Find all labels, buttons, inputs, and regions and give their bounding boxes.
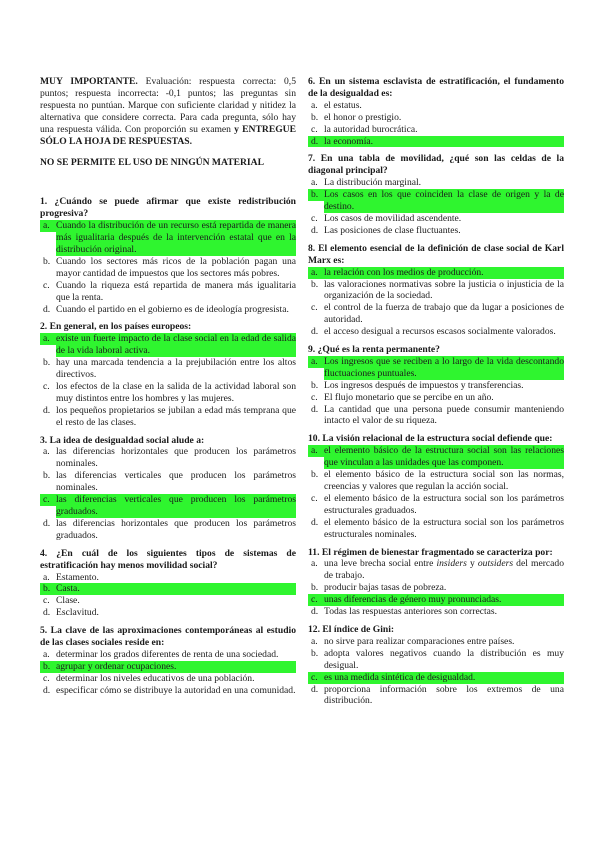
- option-text: agrupar y ordenar ocupaciones.: [56, 661, 296, 673]
- option-text: La distribución marginal.: [324, 177, 422, 189]
- answer-option[interactable]: [308, 225, 564, 237]
- option-letter: c.: [43, 672, 50, 684]
- option-letter: c.: [308, 594, 324, 606]
- option-text: La cantidad que una persona puede consumir manteniendo intacto el valor de su riqueza.: [324, 403, 564, 427]
- answer-option[interactable]: [308, 648, 564, 672]
- option-letter: b.: [311, 278, 319, 290]
- option-text: Cuando el partido en el gobierno es de ideología progresista.: [56, 303, 289, 315]
- option-text: determinar los grados diferentes de renta de una sociedad.: [56, 648, 279, 660]
- option-text: Todas las respuestas anteriores son correctas.: [324, 606, 498, 618]
- option-text: la relación con los medios de producción.: [324, 267, 564, 279]
- option-letter: a.: [311, 635, 318, 647]
- option-letter: b.: [308, 189, 324, 201]
- answer-option[interactable]: [308, 124, 564, 136]
- option-text: Los ingresos que se reciben a lo largo de la vida descontando fluctuaciones puntuales.: [324, 355, 564, 379]
- option-letter: b.: [40, 583, 56, 595]
- option-letter: b.: [43, 470, 51, 482]
- answer-option-selected[interactable]: [308, 445, 564, 469]
- option-letter: d.: [311, 326, 319, 338]
- option-letter: d.: [43, 404, 51, 416]
- option-letter: c.: [43, 595, 50, 607]
- option-text: Los ingresos después de impuestos y transferencias.: [324, 379, 524, 391]
- answer-option-selected[interactable]: [40, 583, 296, 595]
- option-text: especificar cómo se distribuye la autoridad en una comunidad.: [56, 684, 296, 696]
- question-title: 4. ¿En cuál de los siguientes tipos de sistemas de estratificación hay menos movilidad social?: [40, 547, 296, 571]
- option-letter: d.: [311, 683, 319, 695]
- option-text: el elemento básico de la estructura social son las normas, creencias y valores que regulan la acción social.: [324, 469, 564, 492]
- option-text: existe un fuerte impacto de la clase social en la edad de salida de la vida laboral activa.: [56, 333, 296, 357]
- question-title: 3. La idea de desigualdad social alude a:: [40, 434, 205, 446]
- answer-option[interactable]: [308, 684, 564, 708]
- option-letter: b.: [311, 469, 319, 481]
- option-letter: a.: [40, 333, 56, 345]
- option-letter: d.: [311, 403, 319, 415]
- option-letter: b.: [40, 661, 56, 673]
- option-text: la economía.: [324, 136, 564, 148]
- option-text: el acceso desigual a recursos escasos socialmente valorados.: [324, 326, 556, 338]
- question: [40, 196, 296, 315]
- question-title: 10. La visión relacional de la estructura social defiende que:: [308, 433, 553, 445]
- answer-option[interactable]: [40, 304, 296, 316]
- answer-option-selected[interactable]: [40, 333, 296, 357]
- question-title: 1. ¿Cuándo se puede afirmar que existe redistribución progresiva?: [40, 196, 296, 220]
- option-text: Los casos en los que coinciden la clase de origen y la de destino.: [324, 189, 564, 213]
- option-text: El flujo monetario que se percibe en un año.: [324, 391, 494, 403]
- option-text: adopta valores negativos cuando la distribución es muy desigual.: [324, 647, 564, 671]
- option-text: Estamento.: [56, 571, 99, 583]
- answer-option[interactable]: [40, 256, 296, 280]
- question: [308, 547, 564, 618]
- option-letter: a.: [43, 446, 50, 458]
- question-title: 12. El índice de Gini:: [308, 623, 395, 635]
- answer-option-selected[interactable]: [308, 267, 564, 279]
- question-title: 2. En general, en los países europeos:: [40, 321, 192, 333]
- answer-option[interactable]: [40, 607, 296, 619]
- option-letter: a.: [308, 267, 324, 279]
- option-letter: d.: [311, 224, 319, 236]
- answer-option[interactable]: [308, 213, 564, 225]
- question-title: 8. El elemento esencial de la definición de clase social de Karl Marx es:: [308, 242, 564, 266]
- question-title: 7. En una tabla de movilidad, ¿qué son las celdas de la diagonal principal?: [308, 153, 564, 177]
- option-text: las diferencias horizontales que producen los parámetros nominales.: [56, 446, 296, 470]
- answer-option[interactable]: [40, 381, 296, 405]
- left-column: [40, 76, 296, 703]
- option-letter: a.: [308, 445, 324, 457]
- option-letter: c.: [43, 279, 50, 291]
- option-letter: c.: [40, 494, 56, 506]
- option-text: las diferencias verticales que producen los parámetros nominales.: [56, 470, 296, 494]
- question: [308, 153, 564, 236]
- option-text: Esclavitud.: [56, 607, 99, 619]
- instructions-bold-start: MUY IMPORTANTE.: [40, 76, 138, 87]
- no-material-warning: NO SE PERMITE EL USO DE NINGÚN MATERIAL: [40, 157, 264, 169]
- option-letter: a.: [43, 648, 50, 660]
- answer-option[interactable]: [308, 517, 564, 541]
- answer-option[interactable]: [308, 302, 564, 326]
- option-text: una leve brecha social entre insiders y outsiders del mercado de trabajo.: [324, 558, 565, 582]
- answer-option-selected[interactable]: [308, 136, 564, 148]
- option-text: el control de la fuerza de trabajo que da lugar a posiciones de autoridad.: [324, 302, 564, 326]
- left-question-list: [40, 196, 296, 696]
- option-letter: b.: [311, 111, 319, 123]
- answer-option-selected[interactable]: [40, 220, 296, 256]
- option-text: el elemento básico de la estructura social son los parámetros estructurales graduados.: [324, 492, 564, 516]
- option-text: Los casos de movilidad ascendente.: [324, 212, 462, 224]
- question-title: 11. El régimen de bienestar fragmentado se caracteriza por:: [308, 546, 553, 558]
- option-letter: c.: [43, 380, 50, 392]
- answer-option[interactable]: [308, 392, 564, 404]
- answer-option[interactable]: [40, 649, 296, 661]
- question: [308, 433, 564, 540]
- instructions: [40, 76, 296, 147]
- option-letter: d.: [308, 136, 324, 148]
- option-letter: c.: [311, 492, 318, 504]
- option-text: la autoridad burocrática.: [324, 123, 418, 135]
- option-text: Cuando la distribución de un recurso está repartida de manera más igualitaria después de la intervención estatal que en la distribución original.: [56, 220, 296, 255]
- option-text: el elemento básico de la estructura social son las relaciones que vinculan a las unidades que las componen.: [324, 445, 564, 469]
- answer-option[interactable]: [40, 280, 296, 304]
- option-letter: d.: [43, 684, 51, 696]
- option-letter: d.: [43, 607, 51, 619]
- answer-option[interactable]: [308, 606, 564, 618]
- answer-option[interactable]: [40, 518, 296, 542]
- option-letter: b.: [311, 647, 319, 659]
- option-letter: a.: [308, 356, 324, 368]
- answer-option-selected[interactable]: [40, 661, 296, 673]
- question: [308, 76, 564, 147]
- option-text: el elemento básico de la estructura social son los parámetros estructurales nominales.: [324, 516, 564, 540]
- option-text: es una medida sintética de desigualdad.: [324, 672, 564, 684]
- option-text: las diferencias horizontales que producen los parámetros graduados.: [56, 517, 296, 541]
- option-letter: b.: [311, 582, 319, 594]
- question: [308, 344, 564, 427]
- answer-option[interactable]: [40, 470, 296, 494]
- question: [308, 624, 564, 707]
- option-letter: a.: [43, 571, 50, 583]
- question: [40, 321, 296, 428]
- answer-option[interactable]: [308, 558, 564, 582]
- answer-option-selected[interactable]: [40, 494, 296, 518]
- option-letter: c.: [311, 212, 318, 224]
- option-letter: a.: [40, 220, 56, 232]
- question-title: 6. En un sistema esclavista de estratificación, el fundamento de la desigualdad es:: [308, 76, 564, 99]
- question: [40, 625, 296, 696]
- option-letter: c.: [311, 302, 318, 314]
- answer-option-selected[interactable]: [308, 356, 564, 380]
- option-letter: a.: [311, 99, 318, 111]
- question: [40, 435, 296, 542]
- option-letter: d.: [43, 303, 51, 315]
- answer-option[interactable]: [308, 100, 564, 112]
- option-text: Casta.: [56, 583, 296, 595]
- answer-option-selected[interactable]: [308, 594, 564, 606]
- option-text: proporciona información sobre los extremos de una distribución.: [324, 683, 564, 707]
- answer-option[interactable]: [40, 685, 296, 697]
- instructions-bold-end: y ENTREGUE SÓLO LA HOJA DE RESPUESTAS.: [40, 123, 297, 147]
- answer-option[interactable]: [40, 405, 296, 429]
- question: [40, 548, 296, 619]
- instructions-body: Evaluación: respuesta correcta: 0,5 puntos; respuesta incorrecta: -0,1 puntos; las preguntas sin respuesta no puntúan. Marque con suficiente claridad y nitidez la alternativa que considere correcta. Para cada pregunta, sólo hay una respuesta válida. Con proporción su examen: [40, 76, 296, 135]
- answer-option[interactable]: [40, 673, 296, 685]
- answer-option-selected[interactable]: [308, 672, 564, 684]
- option-letter: a.: [311, 177, 318, 189]
- option-letter: d.: [311, 516, 319, 528]
- option-text: Las posiciones de clase fluctuantes.: [324, 224, 461, 236]
- question-title: 5. La clave de las aproximaciones contemporáneas al estudio de las clases sociales reside en:: [40, 625, 296, 649]
- answer-option[interactable]: [308, 493, 564, 517]
- right-question-list: [308, 76, 564, 707]
- right-column: [308, 76, 564, 713]
- answer-option[interactable]: [308, 404, 564, 428]
- option-letter: d.: [311, 606, 319, 618]
- answer-option[interactable]: [308, 380, 564, 392]
- option-letter: c.: [311, 391, 318, 403]
- option-text: Cuando los sectores más ricos de la población pagan una mayor cantidad de impuestos que los sectores más pobres.: [56, 255, 296, 279]
- answer-option[interactable]: [308, 279, 564, 303]
- option-letter: b.: [43, 357, 51, 369]
- answer-option-selected[interactable]: [308, 189, 564, 213]
- answer-option[interactable]: [308, 582, 564, 594]
- option-text: Cuando la riqueza está repartida de manera más igualitaria que la renta.: [56, 279, 296, 303]
- answer-option[interactable]: [40, 572, 296, 584]
- option-text: los efectos de la clase en la salida de la actividad laboral son muy distintos entre los hombres y las mujeres.: [56, 380, 296, 404]
- option-text: las diferencias verticales que producen los parámetros graduados.: [56, 494, 296, 517]
- option-text: no sirve para realizar comparaciones entre países.: [324, 635, 515, 647]
- option-text: los pequeños propietarios se jubilan a edad más temprana que el resto de las clases.: [56, 404, 296, 428]
- answer-option[interactable]: [308, 326, 564, 338]
- option-text: unas diferencias de género muy pronunciadas.: [324, 594, 564, 606]
- answer-option[interactable]: [308, 636, 564, 648]
- option-text: producir bajas tasas de pobreza.: [324, 582, 447, 594]
- answer-option[interactable]: [40, 595, 296, 607]
- option-text: determinar los niveles educativos de una población.: [56, 672, 255, 684]
- option-text: el estatus.: [324, 99, 362, 111]
- option-letter: c.: [308, 672, 324, 684]
- answer-option[interactable]: [308, 112, 564, 124]
- option-letter: b.: [43, 255, 51, 267]
- question-title: 9. ¿Qué es la renta permanente?: [308, 344, 440, 356]
- answer-option[interactable]: [40, 357, 296, 381]
- answer-option[interactable]: [40, 446, 296, 470]
- question: [308, 243, 564, 338]
- answer-option[interactable]: [308, 469, 564, 493]
- option-letter: b.: [311, 379, 319, 391]
- option-text: Clase.: [56, 595, 80, 607]
- option-text: el honor o prestigio.: [324, 111, 402, 123]
- option-text: hay una marcada tendencia a la prejubilación entre los altos directivos.: [56, 357, 296, 381]
- option-text: las valoraciones normativas sobre la justicia o injusticia de la organización de la sociedad.: [324, 278, 564, 302]
- option-letter: c.: [311, 123, 318, 135]
- answer-option[interactable]: [308, 177, 564, 189]
- option-letter: d.: [43, 517, 51, 529]
- option-letter: a.: [311, 558, 318, 570]
